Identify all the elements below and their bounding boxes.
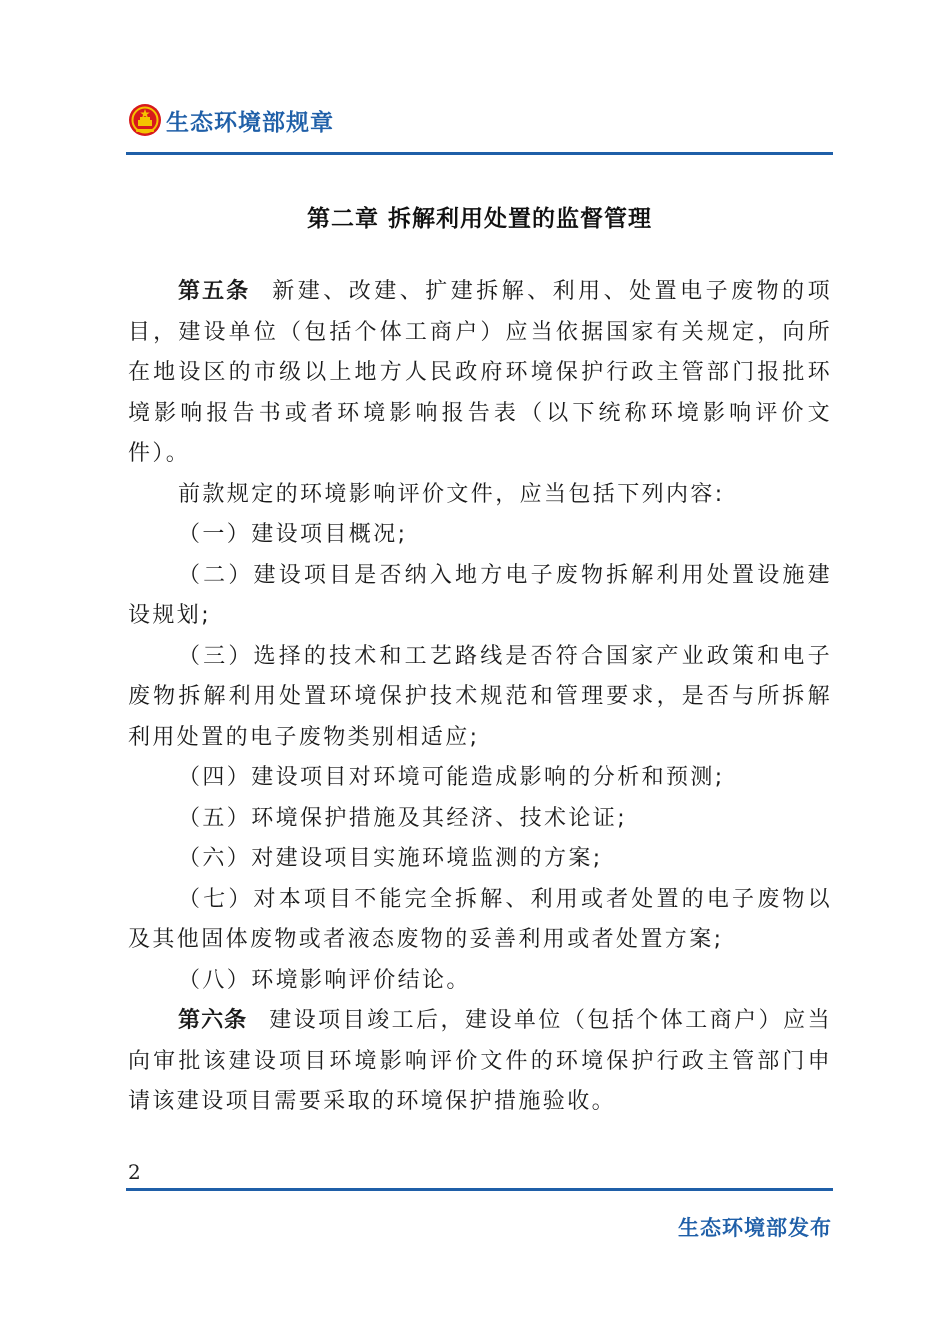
article-5-label: 第五条	[178, 279, 251, 304]
article-6	[128, 1001, 832, 1123]
list-item: （五）环境保护措施及其经济、技术论证;	[178, 805, 628, 831]
list-item: （一）建设项目概况;	[178, 522, 408, 547]
list-item: （六）对建设项目实施环境监测的方案;	[178, 846, 603, 871]
list-item: （八）环境影响评价结论。	[178, 967, 471, 993]
list-item: （三）选择的技术和工艺路线是否符合国家产业政策和电子废物拆解利用处置环境保护技术规范和管理要求，是否与所拆解利用处置的电子废物类别相适应;	[128, 643, 832, 750]
article-6-text: 建设项目竣工后，建设单位（包括个体工商户）应当向审批该建设项目环境影响评价文件的环境保护行政主管部门申请该建设项目需要采取的环境保护措施验收。	[128, 1008, 832, 1114]
header-divider	[126, 152, 833, 155]
article-5-text: 新建、改建、扩建拆解、利用、处置电子废物的项目，建设单位（包括个体工商户）应当依据国家有关规定，向所在地设区的市级以上地方人民政府环境保护行政主管部门报批环境影响报告书或者环境影响报告表（以下统称环境影响评价文件）。	[128, 279, 832, 466]
article-5	[128, 272, 832, 475]
list-item: （七）对本项目不能完全拆解、利用或者处置的电子废物以及其他固体废物或者液态废物的妥善利用或者处置方案;	[128, 886, 832, 952]
footer-divider	[126, 1188, 833, 1191]
national-emblem-icon	[128, 103, 162, 137]
footer-publisher: 生态环境部发布	[678, 1216, 832, 1240]
document-body	[128, 272, 832, 1123]
list-item: （二）建设项目是否纳入地方电子废物拆解利用处置设施建设规划;	[128, 562, 832, 628]
list-item: （四）建设项目对环境可能造成影响的分析和预测;	[178, 765, 725, 790]
article-6-label: 第六条	[178, 1008, 248, 1033]
page-header	[128, 100, 334, 140]
page-number: 2	[128, 1160, 141, 1184]
chapter-title: 第二章 拆解利用处置的监督管理	[306, 206, 652, 232]
header-title: 生态环境部规章	[166, 109, 334, 136]
article-5-intro: 前款规定的环境影响评价文件，应当包括下列内容:	[178, 481, 725, 507]
